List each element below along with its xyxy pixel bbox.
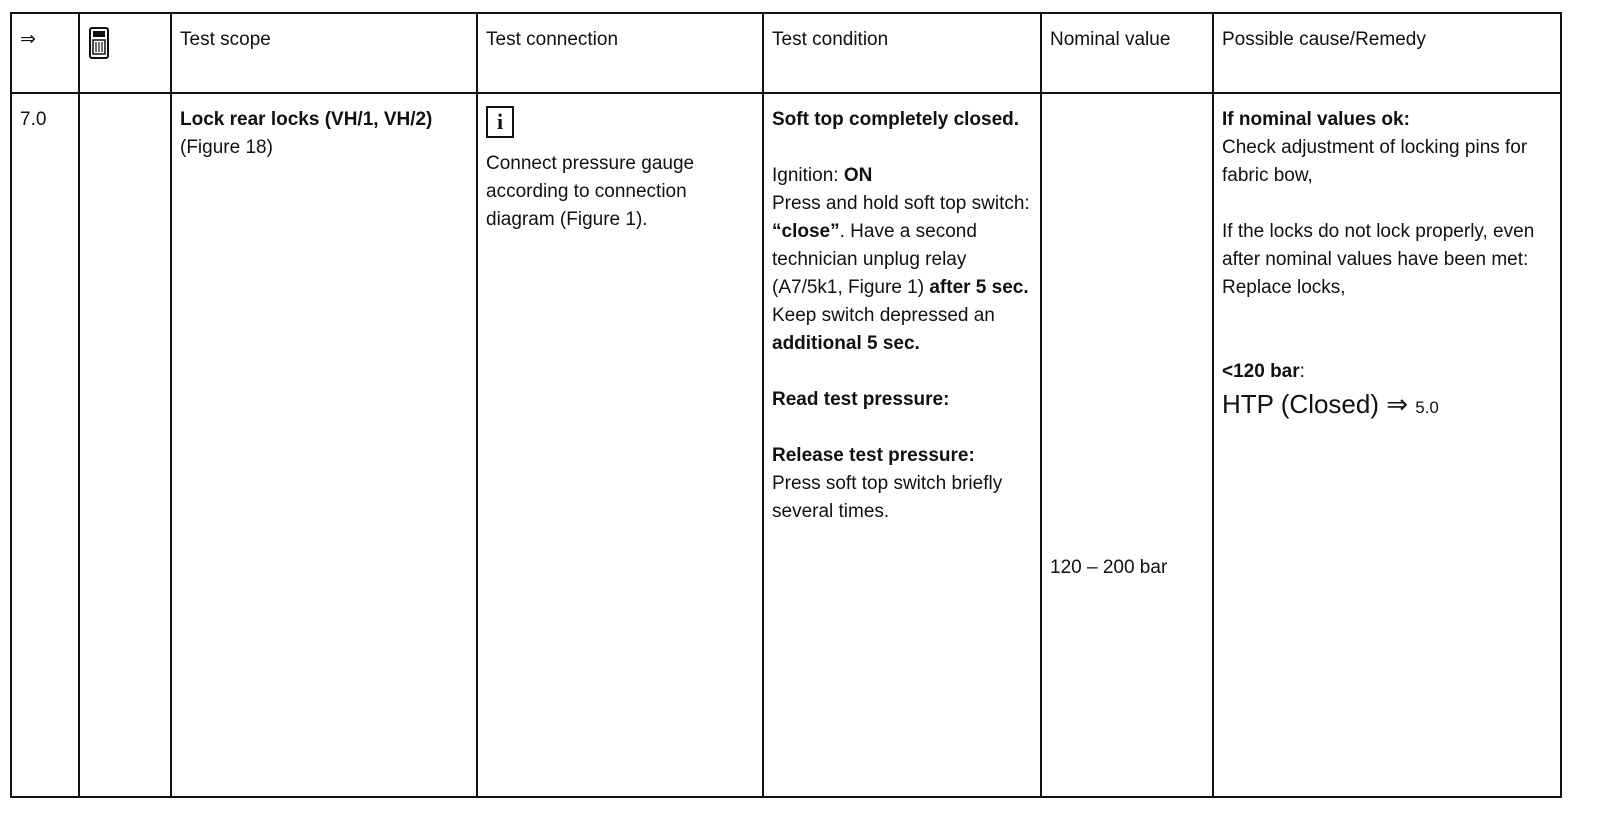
test-scope-cell: [171, 93, 477, 797]
header-tester: [79, 13, 171, 93]
scope-title: Lock rear locks (VH/1, VH/2): [180, 109, 433, 130]
remedy-replace: Replace locks,: [1222, 277, 1346, 298]
remedy-low-pressure: <120 bar:: [1222, 361, 1305, 382]
ignition-value: ON: [843, 165, 873, 186]
scope-figure: (Figure 18): [180, 137, 273, 158]
header-test-scope: Test scope: [171, 13, 477, 93]
step-number: 7.0: [11, 93, 79, 797]
htp-reference: HTP (Closed) ⇒ 5.0: [1222, 389, 1439, 419]
header-possible-cause: Possible cause/Remedy: [1213, 13, 1561, 93]
connection-text: Connect pressure gauge according to connection diagram (Figure 1).: [486, 153, 695, 230]
read-test-pressure: Read test pressure:: [772, 389, 950, 410]
remedy-locks-text: If the locks do not lock properly, even after nominal values have been met:: [1222, 221, 1535, 270]
condition-instructions: Press and hold soft top switch: “close”. Have a second technician unplug relay (A7/5k1, Figure 1) after 5 sec. Keep switch depressed an additional 5 sec.: [772, 193, 1030, 354]
test-connection-cell: [477, 93, 763, 797]
table-row: [11, 93, 1561, 797]
remedy-cell: [1213, 93, 1561, 797]
nominal-value: 120 – 200 bar: [1050, 557, 1168, 578]
nominal-value-cell: [1041, 93, 1213, 797]
test-condition-cell: [763, 93, 1041, 797]
pressure-tester-icon: [88, 26, 162, 60]
header-test-connection: Test connection: [477, 13, 763, 93]
test-table: [10, 12, 1562, 798]
header-test-condition: Test condition: [763, 13, 1041, 93]
remedy-ok-title: If nominal values ok:: [1222, 109, 1410, 130]
header-nominal-value: Nominal value: [1041, 13, 1213, 93]
remedy-ok-text: Check adjustment of locking pins for fabric bow,: [1222, 137, 1528, 186]
release-test-pressure: Release test pressure:: [772, 445, 975, 466]
release-instructions: Press soft top switch briefly several times.: [772, 473, 1003, 522]
tester-cell: [79, 93, 171, 797]
header-arrow: ⇒: [11, 13, 79, 93]
info-icon: i: [486, 106, 514, 138]
header-row: [11, 13, 1561, 93]
condition-soft-top-closed: Soft top completely closed.: [772, 109, 1020, 130]
condition-ignition: Ignition: ON: [772, 165, 873, 186]
